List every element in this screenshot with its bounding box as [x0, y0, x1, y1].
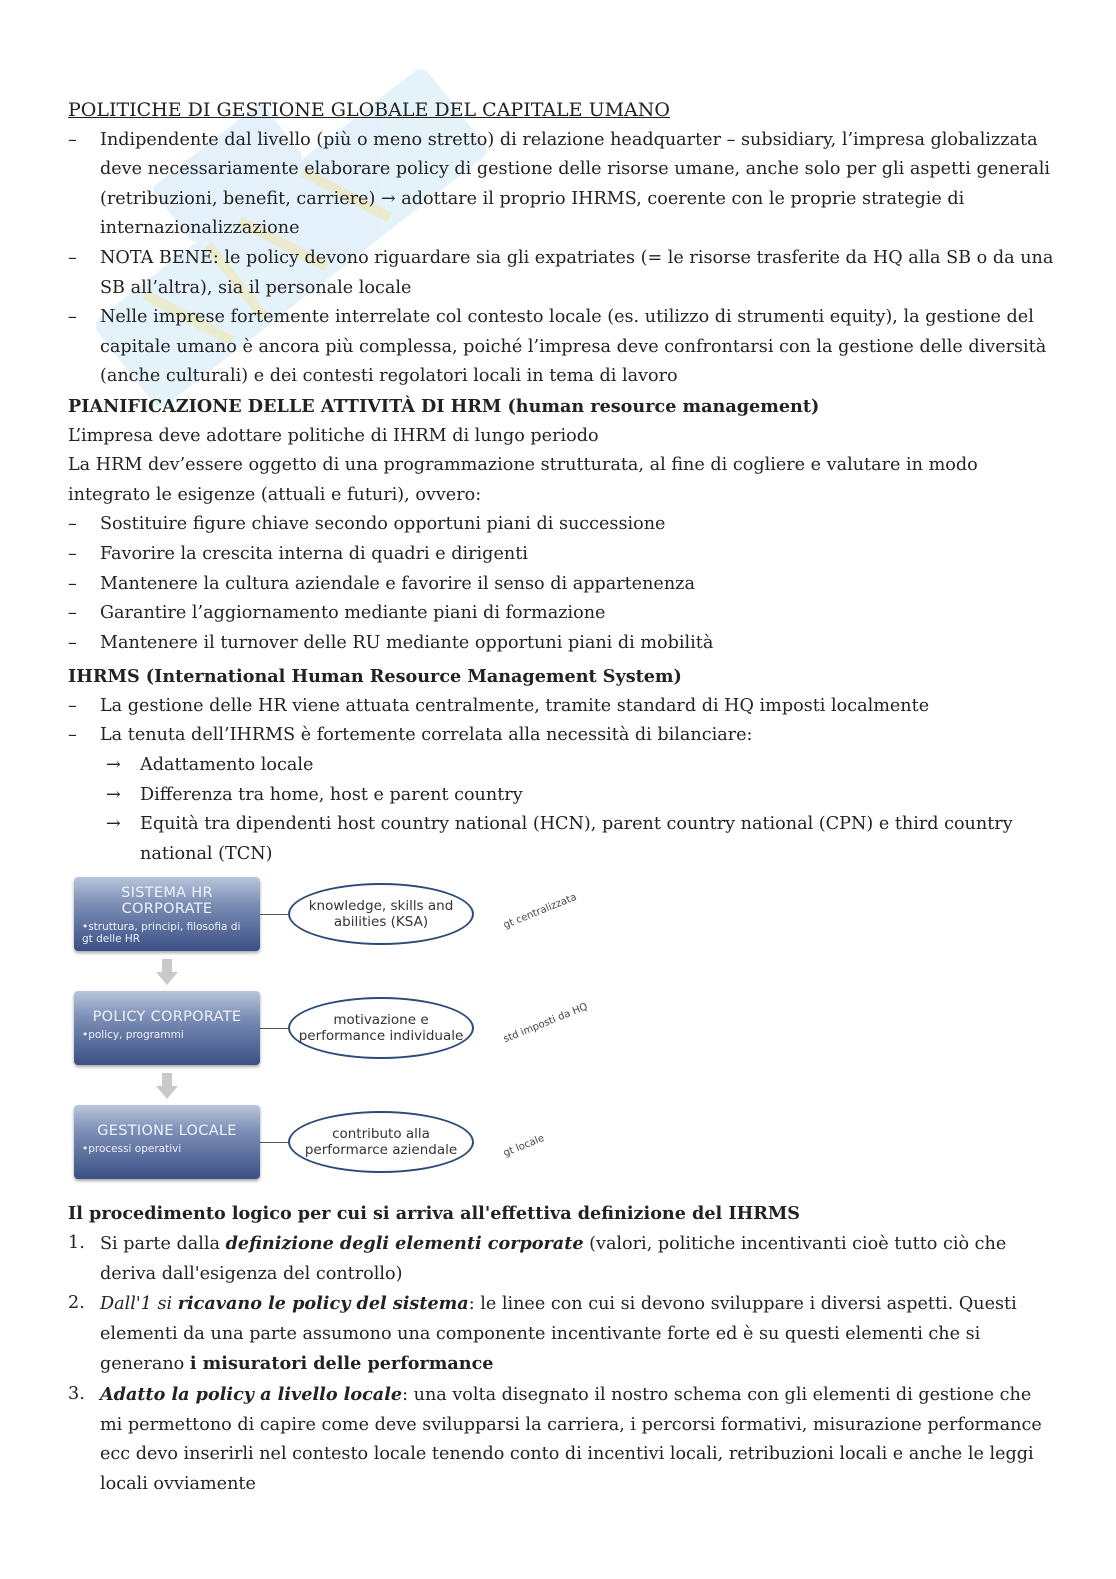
list-item: – La tenuta dell’IHRMS è fortemente correlata alla necessità di bilanciare:	[68, 725, 753, 746]
arrow-down-icon	[156, 1073, 178, 1099]
diagram-ellipse-motivazione: motivazione e performance individuale	[288, 997, 474, 1059]
section-title-politiche: POLITICHE DI GESTIONE GLOBALE DEL CAPITALE UMANO	[68, 99, 670, 121]
diagram-ellipse-ksa: knowledge, skills and abilities (KSA)	[288, 883, 474, 945]
pianificazione-list	[68, 510, 1058, 658]
procedimento-list	[68, 1229, 1058, 1499]
list-item: – Sostituire figure chiave secondo opportuni piani di successione	[68, 514, 666, 535]
list-item: 2. Dall'1 si ricavano le policy del sistema: le linee con cui si devono sviluppare i diversi aspetti. Questi elementi da una parte assumono una componente incentivante forte ed è su questi elementi che si generano i misuratori delle performance	[68, 1293, 1017, 1375]
diagram-box-sistema-hr: SISTEMA HR CORPORATE •struttura, principi, filosofia di gt delle HR	[74, 877, 260, 951]
list-item: – NOTA BENE: le policy devono riguardare sia gli expatriates (= le risorse trasferite da HQ alla SB o da una SB all’altra), sia il personale locale	[68, 247, 1054, 298]
document-page	[68, 96, 1058, 1499]
list-item: – Mantenere il turnover delle RU mediante opportuni piani di mobilità	[68, 632, 714, 653]
arrow-right-icon: →	[106, 755, 121, 776]
list-item: – Favorire la crescita interna di quadri e dirigenti	[68, 543, 528, 564]
arrow-down-icon	[156, 959, 178, 985]
ihrms-diagram	[68, 875, 588, 1193]
list-item: – La gestione delle HR viene attuata centralmente, tramite standard di HQ imposti localmente	[68, 695, 930, 716]
diagram-connector	[260, 1028, 288, 1029]
pianificazione-paragraph-2: La HRM dev’essere oggetto di una programmazione strutturata, al fine di cogliere e valutare in modo integrato le esigenze (attuali e futuri), ovvero:	[68, 455, 978, 505]
list-item: → Equità tra dipendenti host country national (HCN), parent country national (CPN) e third country national (TCN)	[68, 810, 1058, 869]
diagram-note: gt centralizzata	[502, 892, 579, 932]
arrow-right-icon: →	[106, 784, 121, 805]
pianificazione-paragraph-1: L’impresa deve adottare politiche di IHRM di lungo periodo	[68, 425, 599, 446]
section-title-procedimento: Il procedimento logico per cui si arriva all'effettiva definizione del IHRMS	[68, 1203, 800, 1225]
list-item: → Differenza tra home, host e parent country	[68, 781, 1058, 811]
politiche-list	[68, 126, 1058, 392]
list-item: 1. Si parte dalla definizione degli elementi corporate (valori, politiche incentivanti cioè tutto ciò che deriva dall'esigenza del controllo)	[68, 1233, 1007, 1284]
diagram-box-gestione-locale: GESTIONE LOCALE •processi operativi	[74, 1105, 260, 1179]
diagram-note: std imposti da HQ	[502, 1001, 590, 1046]
diagram-connector	[260, 914, 288, 915]
section-title-pianificazione: PIANIFICAZIONE DELLE ATTIVITÀ DI HRM (human resource management)	[68, 395, 820, 417]
list-item: – Nelle imprese fortemente interrelate col contesto locale (es. utilizzo di strumenti equity), la gestione del capitale umano è ancora più complessa, poiché l’impresa deve confrontarsi con la gestione delle diversità (anche culturali) e dei contesti regolatori locali in tema di lavoro	[68, 307, 1047, 387]
list-item: 3. Adatto la policy a livello locale: una volta disegnato il nostro schema con gli elementi di gestione che mi permettono di capire come deve svilupparsi la carriera, i percorsi formativi, misurazione performance ecc devo inserirli nel contesto locale tenendo conto di incentivi locali, retribuzioni locali e anche le leggi locali ovviamente	[68, 1384, 1042, 1494]
diagram-ellipse-contributo: contributo alla performarce aziendale	[288, 1111, 474, 1173]
list-item: – Mantenere la cultura aziendale e favorire il senso di appartenenza	[68, 573, 695, 594]
arrow-right-icon: →	[106, 814, 121, 835]
list-item: → Adattamento locale	[68, 751, 1058, 781]
section-title-ihrms: IHRMS (International Human Resource Management System)	[68, 666, 682, 688]
diagram-connector	[260, 1142, 288, 1143]
diagram-note: gt locale	[502, 1133, 546, 1160]
ihrms-list	[68, 692, 1058, 751]
list-item: – Indipendente dal livello (più o meno stretto) di relazione headquarter – subsidiary, l’impresa globalizzata deve necessariamente elaborare policy di gestione delle risorse umane, anche solo per gli aspetti generali (retribuzioni, benefit, carriere) → adottare il proprio IHRMS, coerente con le proprie strategie di internazionalizzazione	[68, 129, 1051, 239]
diagram-box-policy-corporate: POLICY CORPORATE •policy, programmi	[74, 991, 260, 1065]
ihrms-sublist	[68, 751, 1058, 869]
list-item: – Garantire l’aggiornamento mediante piani di formazione	[68, 603, 606, 624]
